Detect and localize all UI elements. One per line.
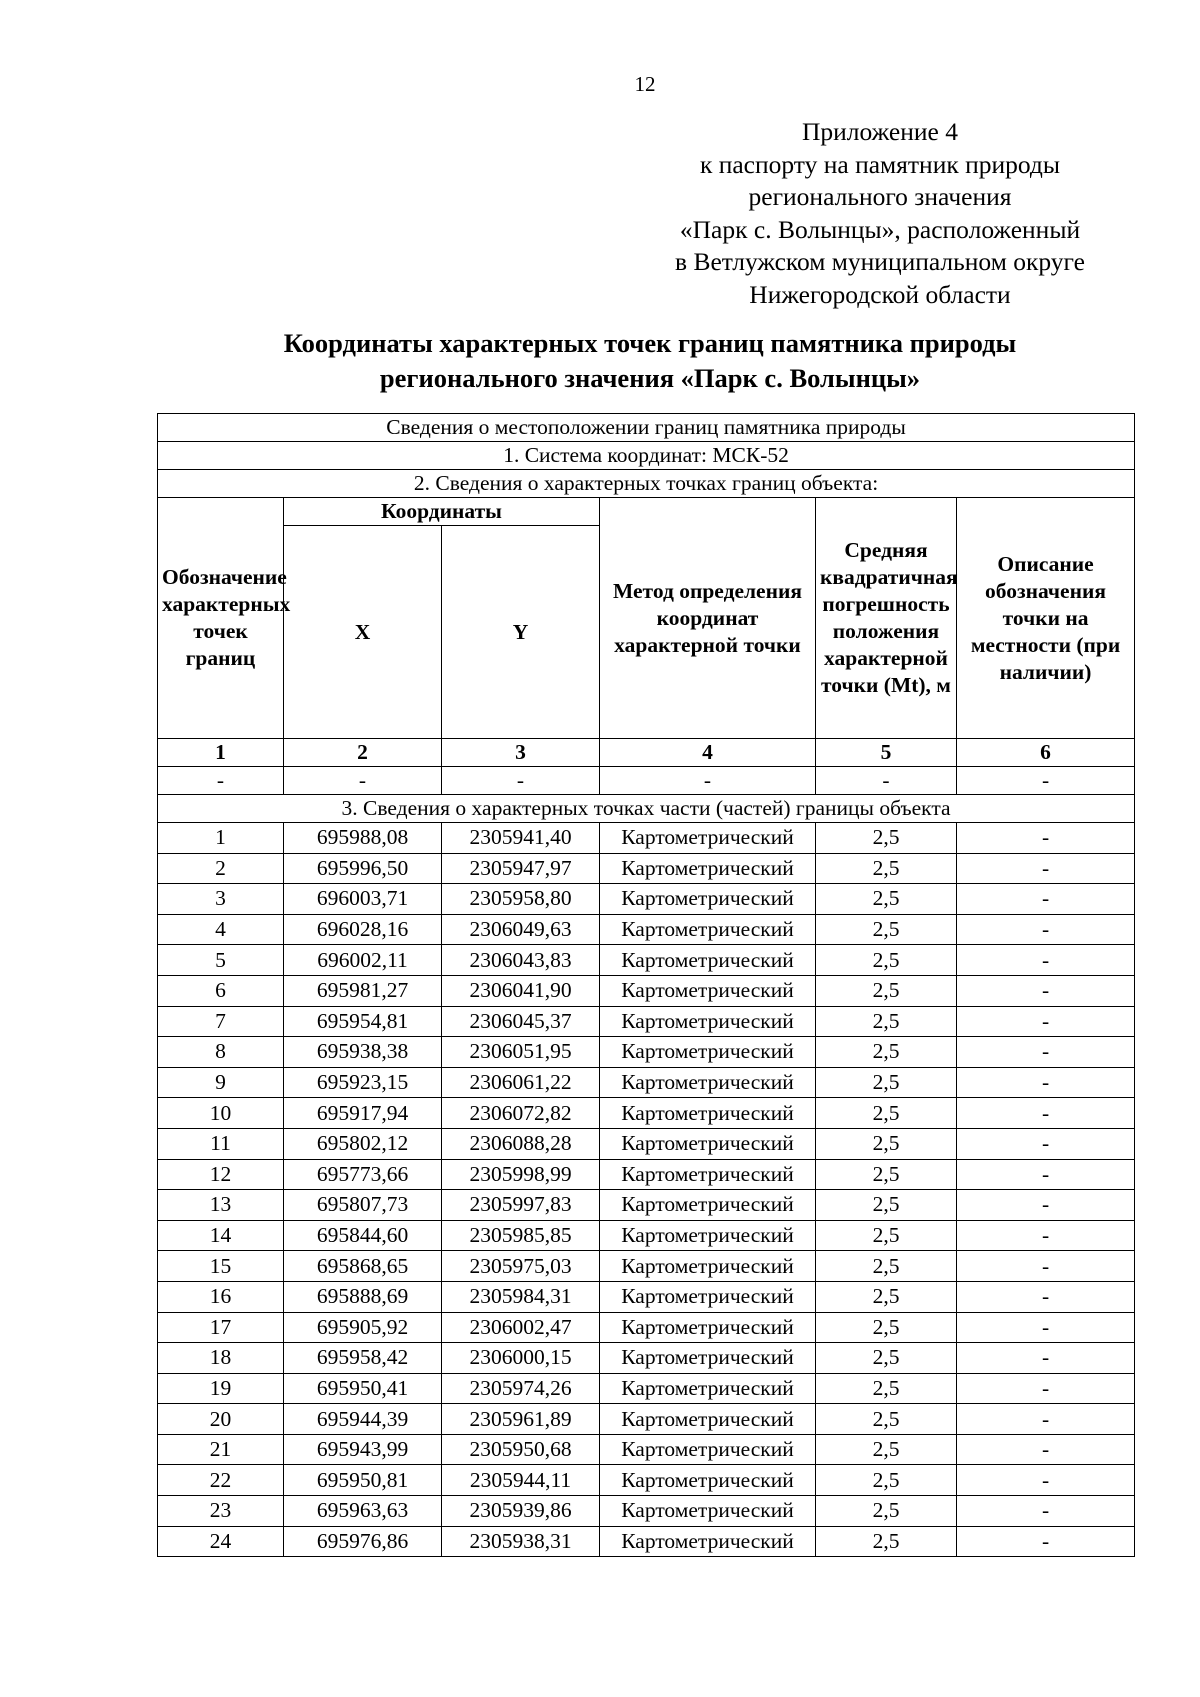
description-cell: - (957, 1128, 1135, 1159)
method-cell: Картометрический (600, 914, 816, 945)
x-coordinate-cell: 696002,11 (284, 945, 442, 976)
x-coordinate-cell: 695773,66 (284, 1159, 442, 1190)
error-cell: 2,5 (816, 1465, 957, 1496)
point-number-cell: 11 (158, 1128, 284, 1159)
error-cell: 2,5 (816, 1159, 957, 1190)
table-row (158, 914, 1135, 945)
point-number-cell: 7 (158, 1006, 284, 1037)
method-cell: Картометрический (600, 1220, 816, 1251)
header-x: X (284, 526, 442, 739)
table-row (158, 1465, 1135, 1496)
header-description: Описание обозначения точки на местности (при наличии) (957, 498, 1135, 739)
error-cell: 2,5 (816, 1251, 957, 1282)
section-boundary-points: 2. Сведения о характерных точках границ объекта: (158, 470, 1135, 498)
dash-cell: - (284, 767, 442, 795)
error-cell: 2,5 (816, 914, 957, 945)
table-row (158, 1434, 1135, 1465)
method-cell: Картометрический (600, 975, 816, 1006)
table-row (158, 1373, 1135, 1404)
description-cell: - (957, 1373, 1135, 1404)
error-cell: 2,5 (816, 1281, 957, 1312)
error-cell: 2,5 (816, 1496, 957, 1527)
description-cell: - (957, 914, 1135, 945)
method-cell: Картометрический (600, 1067, 816, 1098)
x-coordinate-cell: 695996,50 (284, 853, 442, 884)
x-coordinate-cell: 696003,71 (284, 884, 442, 915)
error-cell: 2,5 (816, 853, 957, 884)
appendix-line: Нижегородской области (749, 279, 1011, 309)
table-row (158, 1312, 1135, 1343)
error-cell: 2,5 (816, 1373, 957, 1404)
description-cell: - (957, 1343, 1135, 1374)
table-row (158, 1343, 1135, 1374)
y-coordinate-cell: 2305961,89 (442, 1404, 600, 1435)
y-coordinate-cell: 2305984,31 (442, 1281, 600, 1312)
error-cell: 2,5 (816, 1526, 957, 1557)
error-cell: 2,5 (816, 1037, 957, 1068)
description-cell: - (957, 853, 1135, 884)
appendix-line: регионального значения (748, 182, 1012, 211)
column-number: 2 (284, 739, 442, 767)
method-cell: Картометрический (600, 853, 816, 884)
error-cell: 2,5 (816, 823, 957, 854)
description-cell: - (957, 945, 1135, 976)
y-coordinate-cell: 2306072,82 (442, 1098, 600, 1129)
point-number-cell: 15 (158, 1251, 284, 1282)
description-cell: - (957, 1526, 1135, 1557)
point-number-cell: 22 (158, 1465, 284, 1496)
y-coordinate-cell: 2305941,40 (442, 823, 600, 854)
y-coordinate-cell: 2305947,97 (442, 853, 600, 884)
x-coordinate-cell: 695802,12 (284, 1128, 442, 1159)
appendix-line: к паспорту на памятник природы (699, 149, 1061, 179)
y-coordinate-cell: 2305938,31 (442, 1526, 600, 1557)
method-cell: Картометрический (600, 1128, 816, 1159)
point-number-cell: 16 (158, 1281, 284, 1312)
description-cell: - (957, 1220, 1135, 1251)
column-number: 3 (442, 739, 600, 767)
table-row (158, 1006, 1135, 1037)
x-coordinate-cell: 695917,94 (284, 1098, 442, 1129)
error-cell: 2,5 (816, 1067, 957, 1098)
x-coordinate-cell: 695963,63 (284, 1496, 442, 1527)
description-cell: - (957, 1251, 1135, 1282)
point-number-cell: 5 (158, 945, 284, 976)
method-cell: Картометрический (600, 1404, 816, 1435)
y-coordinate-cell: 2305997,83 (442, 1190, 600, 1221)
point-number-cell: 4 (158, 914, 284, 945)
table-row (158, 853, 1135, 884)
error-cell: 2,5 (816, 884, 957, 915)
y-coordinate-cell: 2305944,11 (442, 1465, 600, 1496)
y-coordinate-cell: 2305950,68 (442, 1434, 600, 1465)
method-cell: Картометрический (600, 1190, 816, 1221)
error-cell: 2,5 (816, 1434, 957, 1465)
y-coordinate-cell: 2305998,99 (442, 1159, 600, 1190)
method-cell: Картометрический (600, 945, 816, 976)
point-number-cell: 14 (158, 1220, 284, 1251)
description-cell: - (957, 975, 1135, 1006)
appendix-line: Приложение 4 (802, 117, 958, 146)
description-cell: - (957, 1159, 1135, 1190)
x-coordinate-cell: 695950,81 (284, 1465, 442, 1496)
table-caption: Сведения о местоположении границ памятника природы (158, 414, 1135, 442)
description-cell: - (957, 1190, 1135, 1221)
appendix-line: «Парк с. Волынцы», расположенный (679, 214, 1081, 244)
table-row (158, 1251, 1135, 1282)
document-title-line: Координаты характерных точек границ памятника природы (283, 328, 1017, 358)
y-coordinate-cell: 2306049,63 (442, 914, 600, 945)
table-row (158, 823, 1135, 854)
x-coordinate-cell: 695888,69 (284, 1281, 442, 1312)
x-coordinate-cell: 695943,99 (284, 1434, 442, 1465)
method-cell: Картометрический (600, 1006, 816, 1037)
header-method: Метод определения координат характерной точки (600, 498, 816, 739)
table-row (158, 1220, 1135, 1251)
x-coordinate-cell: 695938,38 (284, 1037, 442, 1068)
x-coordinate-cell: 695954,81 (284, 1006, 442, 1037)
description-cell: - (957, 1404, 1135, 1435)
point-number-cell: 20 (158, 1404, 284, 1435)
error-cell: 2,5 (816, 1190, 957, 1221)
y-coordinate-cell: 2306051,95 (442, 1037, 600, 1068)
x-coordinate-cell: 695950,41 (284, 1373, 442, 1404)
point-number-cell: 23 (158, 1496, 284, 1527)
y-coordinate-cell: 2306045,37 (442, 1006, 600, 1037)
point-number-cell: 8 (158, 1037, 284, 1068)
method-cell: Картометрический (600, 1373, 816, 1404)
table-row (158, 945, 1135, 976)
table-row (158, 975, 1135, 1006)
point-number-cell: 10 (158, 1098, 284, 1129)
dash-cell: - (816, 767, 957, 795)
error-cell: 2,5 (816, 1128, 957, 1159)
point-number-cell: 18 (158, 1343, 284, 1374)
y-coordinate-cell: 2306061,22 (442, 1067, 600, 1098)
error-cell: 2,5 (816, 1098, 957, 1129)
table-row (158, 1190, 1135, 1221)
coordinates-table (157, 413, 1135, 1557)
error-cell: 2,5 (816, 1220, 957, 1251)
y-coordinate-cell: 2305939,86 (442, 1496, 600, 1527)
method-cell: Картометрический (600, 1159, 816, 1190)
point-number-cell: 9 (158, 1067, 284, 1098)
point-number-cell: 17 (158, 1312, 284, 1343)
header-coordinates: Координаты (284, 498, 600, 526)
y-coordinate-cell: 2306088,28 (442, 1128, 600, 1159)
column-number: 1 (158, 739, 284, 767)
column-number: 5 (816, 739, 957, 767)
error-cell: 2,5 (816, 975, 957, 1006)
header-error: Средняя квадратичная погрешность положения характерной точки (Mt), м (816, 498, 957, 739)
table-row (158, 1098, 1135, 1129)
dash-cell: - (957, 767, 1135, 795)
y-coordinate-cell: 2306041,90 (442, 975, 600, 1006)
point-number-cell: 12 (158, 1159, 284, 1190)
method-cell: Картометрический (600, 1465, 816, 1496)
y-coordinate-cell: 2305958,80 (442, 884, 600, 915)
point-number-cell: 6 (158, 975, 284, 1006)
method-cell: Картометрический (600, 1526, 816, 1557)
y-coordinate-cell: 2305975,03 (442, 1251, 600, 1282)
description-cell: - (957, 1465, 1135, 1496)
method-cell: Картометрический (600, 1251, 816, 1282)
table-row (158, 1281, 1135, 1312)
x-coordinate-cell: 695844,60 (284, 1220, 442, 1251)
dash-cell: - (442, 767, 600, 795)
column-number: 4 (600, 739, 816, 767)
table-row (158, 1067, 1135, 1098)
error-cell: 2,5 (816, 1404, 957, 1435)
method-cell: Картометрический (600, 1281, 816, 1312)
point-number-cell: 19 (158, 1373, 284, 1404)
method-cell: Картометрический (600, 1434, 816, 1465)
y-coordinate-cell: 2305974,26 (442, 1373, 600, 1404)
description-cell: - (957, 1434, 1135, 1465)
appendix-block (630, 116, 1130, 311)
x-coordinate-cell: 695944,39 (284, 1404, 442, 1435)
header-y: Y (442, 526, 600, 739)
point-number-cell: 21 (158, 1434, 284, 1465)
error-cell: 2,5 (816, 945, 957, 976)
error-cell: 2,5 (816, 1312, 957, 1343)
point-number-cell: 3 (158, 884, 284, 915)
page-number: 12 (634, 72, 656, 96)
y-coordinate-cell: 2306002,47 (442, 1312, 600, 1343)
method-cell: Картометрический (600, 1312, 816, 1343)
method-cell: Картометрический (600, 1037, 816, 1068)
table-row (158, 1526, 1135, 1557)
x-coordinate-cell: 695976,86 (284, 1526, 442, 1557)
description-cell: - (957, 1496, 1135, 1527)
x-coordinate-cell: 695807,73 (284, 1190, 442, 1221)
description-cell: - (957, 1281, 1135, 1312)
appendix-line: в Ветлужском муниципальном округе (675, 247, 1085, 276)
method-cell: Картометрический (600, 1496, 816, 1527)
description-cell: - (957, 823, 1135, 854)
point-number-cell: 24 (158, 1526, 284, 1557)
description-cell: - (957, 1006, 1135, 1037)
header-designation: Обозначение характерных точек границ (158, 498, 284, 739)
table-row (158, 1128, 1135, 1159)
table-row (158, 1404, 1135, 1435)
section-part-boundary-points: 3. Сведения о характерных точках части (частей) границы объекта (158, 795, 1135, 823)
x-coordinate-cell: 695923,15 (284, 1067, 442, 1098)
error-cell: 2,5 (816, 1006, 957, 1037)
y-coordinate-cell: 2306000,15 (442, 1343, 600, 1374)
y-coordinate-cell: 2305985,85 (442, 1220, 600, 1251)
error-cell: 2,5 (816, 1343, 957, 1374)
x-coordinate-cell: 695958,42 (284, 1343, 442, 1374)
description-cell: - (957, 1037, 1135, 1068)
x-coordinate-cell: 695988,08 (284, 823, 442, 854)
table-row (158, 1037, 1135, 1068)
method-cell: Картометрический (600, 823, 816, 854)
dash-cell: - (600, 767, 816, 795)
method-cell: Картометрический (600, 1098, 816, 1129)
method-cell: Картометрический (600, 884, 816, 915)
x-coordinate-cell: 696028,16 (284, 914, 442, 945)
x-coordinate-cell: 695868,65 (284, 1251, 442, 1282)
point-number-cell: 1 (158, 823, 284, 854)
document-title-line: регионального значения «Парк с. Волынцы» (379, 363, 921, 393)
document-title (150, 326, 1150, 396)
method-cell: Картометрический (600, 1343, 816, 1374)
column-number: 6 (957, 739, 1135, 767)
description-cell: - (957, 1067, 1135, 1098)
table-row (158, 1496, 1135, 1527)
table-row (158, 1159, 1135, 1190)
description-cell: - (957, 884, 1135, 915)
section-coordinate-system: 1. Система координат: МСК-52 (158, 442, 1135, 470)
description-cell: - (957, 1098, 1135, 1129)
point-number-cell: 2 (158, 853, 284, 884)
point-number-cell: 13 (158, 1190, 284, 1221)
x-coordinate-cell: 695981,27 (284, 975, 442, 1006)
table-row (158, 884, 1135, 915)
x-coordinate-cell: 695905,92 (284, 1312, 442, 1343)
dash-cell: - (158, 767, 284, 795)
description-cell: - (957, 1312, 1135, 1343)
y-coordinate-cell: 2306043,83 (442, 945, 600, 976)
